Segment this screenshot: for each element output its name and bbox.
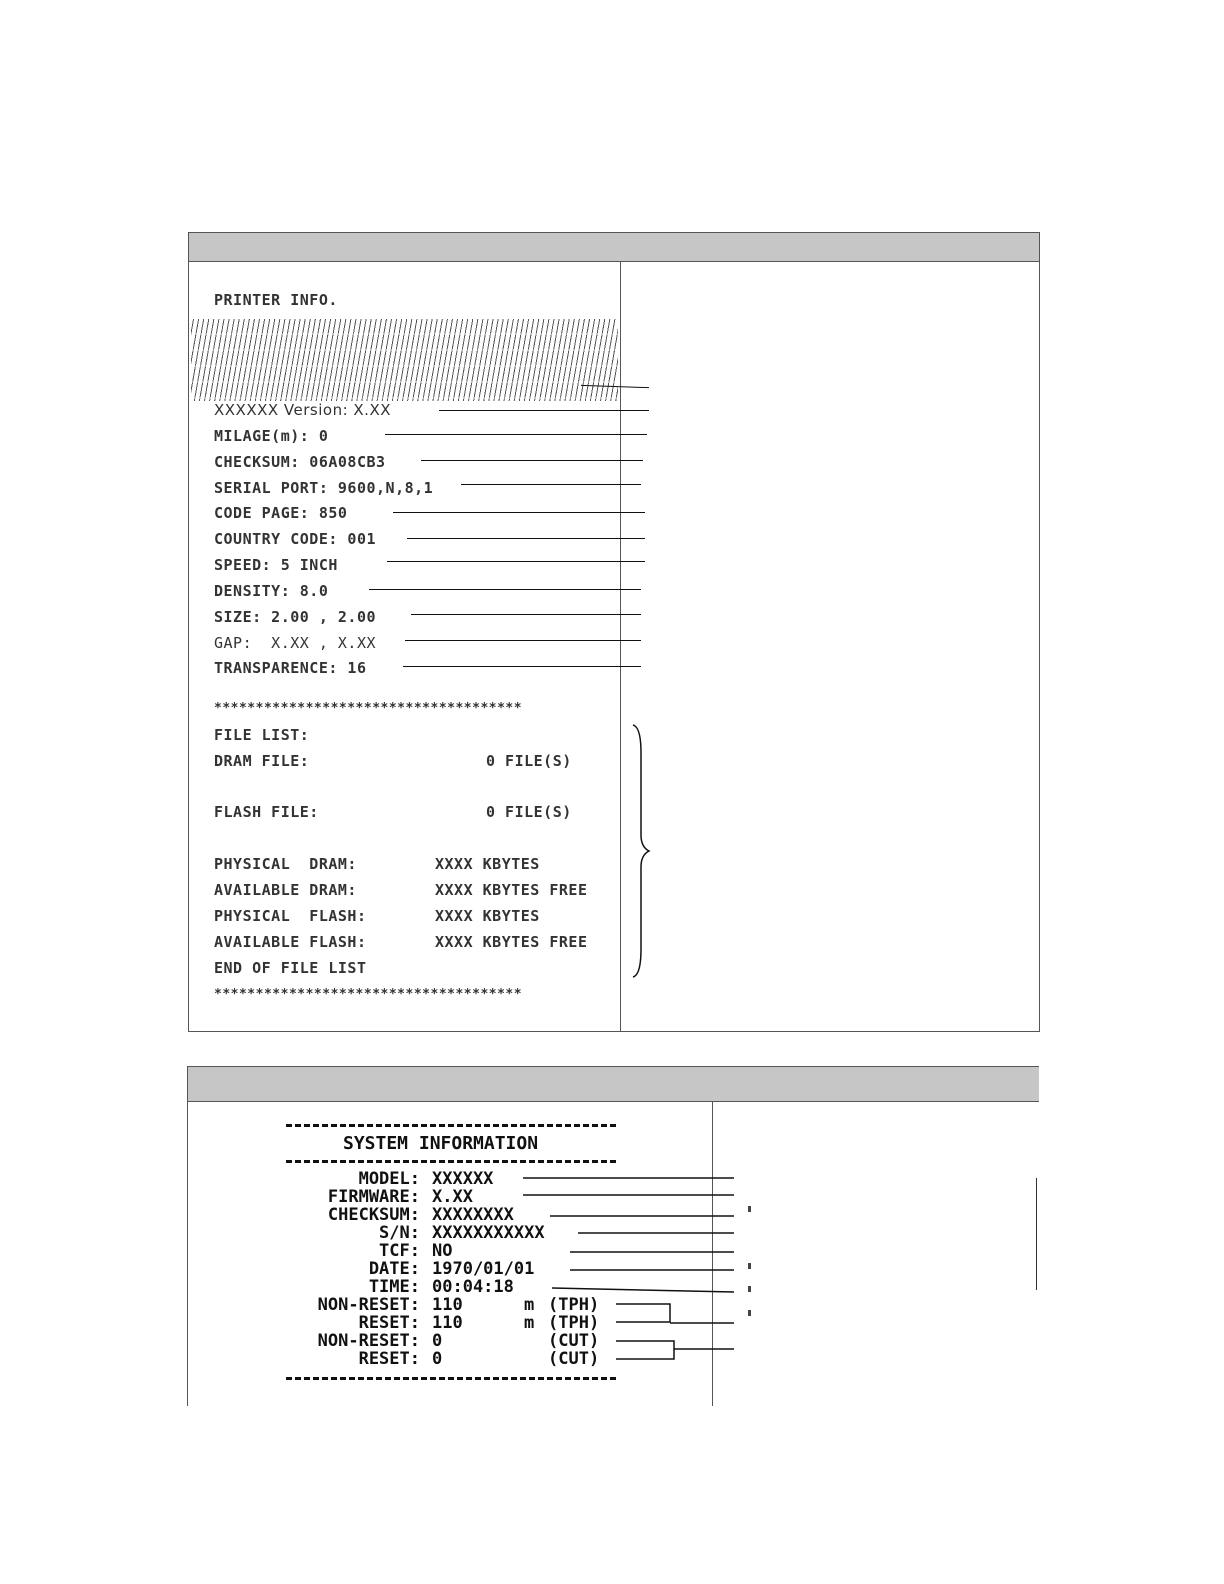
scan-mark bbox=[748, 1206, 751, 1212]
sys-label-time: TIME: bbox=[368, 1277, 420, 1297]
sys-label-nonreset-cut: NON-RESET: bbox=[317, 1331, 420, 1351]
sys-value-checksum: XXXXXXXX bbox=[432, 1205, 514, 1225]
info-line-gap: GAP: X.XX , X.XX bbox=[214, 634, 377, 652]
sys-label-model: MODEL: bbox=[358, 1169, 420, 1189]
system-info-table bbox=[187, 1066, 1039, 1406]
flash-file-label: FLASH FILE: bbox=[214, 803, 319, 821]
memory-label-physical-dram: PHYSICAL DRAM: bbox=[214, 855, 357, 873]
leader-line-speed bbox=[387, 561, 645, 562]
sys-label-firmware: FIRMWARE: bbox=[327, 1187, 420, 1207]
sys-value-nonreset-cut: 0 bbox=[432, 1331, 443, 1351]
system-leader-lines bbox=[188, 1067, 1040, 1407]
sys-label-reset-tph: RESET: bbox=[358, 1313, 420, 1333]
memory-value-available-dram: XXXX KBYTES FREE bbox=[435, 881, 588, 899]
system-info-title: SYSTEM INFORMATION bbox=[343, 1133, 539, 1154]
sys-value-reset-tph: 110 bbox=[432, 1313, 463, 1333]
memory-value-physical-dram: XXXX KBYTES bbox=[435, 855, 540, 873]
info-line-checksum: CHECKSUM: 06A08CB3 bbox=[214, 453, 386, 471]
printer-info-title: PRINTER INFO. bbox=[214, 291, 338, 309]
info-line-size: SIZE: 2.00 , 2.00 bbox=[214, 608, 377, 626]
printer-info-table bbox=[188, 232, 1040, 1032]
sys-label-checksum: CHECKSUM: bbox=[327, 1205, 420, 1225]
sys-label-tcf: TCF: bbox=[379, 1241, 420, 1261]
sys-label-sn: S/N: bbox=[379, 1223, 420, 1243]
end-of-file-list: END OF FILE LIST bbox=[214, 959, 367, 977]
version-line: XXXXXX Version: X.XX bbox=[214, 401, 391, 419]
leader-line-size bbox=[411, 614, 641, 615]
info-line-milage: MILAGE(m): 0 bbox=[214, 427, 329, 445]
file-list-title: FILE LIST: bbox=[214, 726, 310, 744]
sys-tag-reset-tph: (TPH) bbox=[548, 1313, 600, 1333]
info-line-code-page: CODE PAGE: 850 bbox=[214, 504, 348, 522]
sys-unit-nonreset-tph: m bbox=[524, 1295, 535, 1315]
sys-label-reset-cut: RESET: bbox=[358, 1349, 420, 1369]
leader-line-country-code bbox=[407, 538, 645, 539]
sys-label-date: DATE: bbox=[368, 1259, 420, 1279]
column-divider bbox=[620, 261, 621, 1031]
scan-mark bbox=[748, 1286, 751, 1292]
leader-line-milage bbox=[385, 434, 647, 435]
leader-line-density bbox=[369, 589, 641, 590]
scan-edge-line bbox=[1036, 1178, 1037, 1290]
sys-tag-nonreset-cut: (CUT) bbox=[548, 1331, 600, 1351]
leader-line-checksum bbox=[421, 460, 643, 461]
sys-label-nonreset-tph: NON-RESET: bbox=[317, 1295, 420, 1315]
dram-file-value: 0 FILE(S) bbox=[486, 752, 572, 770]
separator-top: ************************************* bbox=[214, 701, 523, 716]
dram-file-label: DRAM FILE: bbox=[214, 752, 310, 770]
info-line-density: DENSITY: 8.0 bbox=[214, 582, 329, 600]
flash-file-value: 0 FILE(S) bbox=[486, 803, 572, 821]
sys-value-time: 00:04:18 bbox=[432, 1277, 514, 1297]
sys-value-firmware: X.XX bbox=[432, 1187, 473, 1207]
info-line-speed: SPEED: 5 INCH bbox=[214, 556, 338, 574]
memory-value-available-flash: XXXX KBYTES FREE bbox=[435, 933, 588, 951]
leader-line-version bbox=[439, 410, 649, 411]
memory-value-physical-flash: XXXX KBYTES bbox=[435, 907, 540, 925]
memory-label-available-flash: AVAILABLE FLASH: bbox=[214, 933, 367, 951]
sys-value-sn: XXXXXXXXXXX bbox=[432, 1223, 545, 1243]
leader-line-transparence bbox=[403, 666, 641, 667]
sys-tag-reset-cut: (CUT) bbox=[548, 1349, 600, 1369]
memory-label-available-dram: AVAILABLE DRAM: bbox=[214, 881, 357, 899]
file-list-brace bbox=[629, 723, 651, 979]
sys-value-model: XXXXXX bbox=[432, 1169, 494, 1189]
leader-line-serial-port bbox=[461, 484, 641, 485]
sys-value-date: 1970/01/01 bbox=[432, 1259, 535, 1279]
info-line-serial-port: SERIAL PORT: 9600,N,8,1 bbox=[214, 479, 434, 497]
sys-tag-nonreset-tph: (TPH) bbox=[548, 1295, 600, 1315]
separator-bottom: ************************************* bbox=[214, 987, 523, 1002]
sys-unit-reset-tph: m bbox=[524, 1313, 535, 1333]
memory-label-physical-flash: PHYSICAL FLASH: bbox=[214, 907, 367, 925]
scan-mark bbox=[748, 1263, 751, 1269]
scan-mark bbox=[748, 1310, 751, 1316]
sys-value-nonreset-tph: 110 bbox=[432, 1295, 463, 1315]
sys-value-tcf: NO bbox=[432, 1241, 453, 1261]
info-line-country-code: COUNTRY CODE: 001 bbox=[214, 530, 377, 548]
leader-line-code-page bbox=[393, 512, 645, 513]
info-line-transparence: TRANSPARENCE: 16 bbox=[214, 659, 367, 677]
leader-line-gap bbox=[405, 640, 641, 641]
table-header-bar bbox=[189, 233, 1039, 262]
hatched-print-pattern bbox=[191, 319, 618, 401]
sys-value-reset-cut: 0 bbox=[432, 1349, 443, 1369]
